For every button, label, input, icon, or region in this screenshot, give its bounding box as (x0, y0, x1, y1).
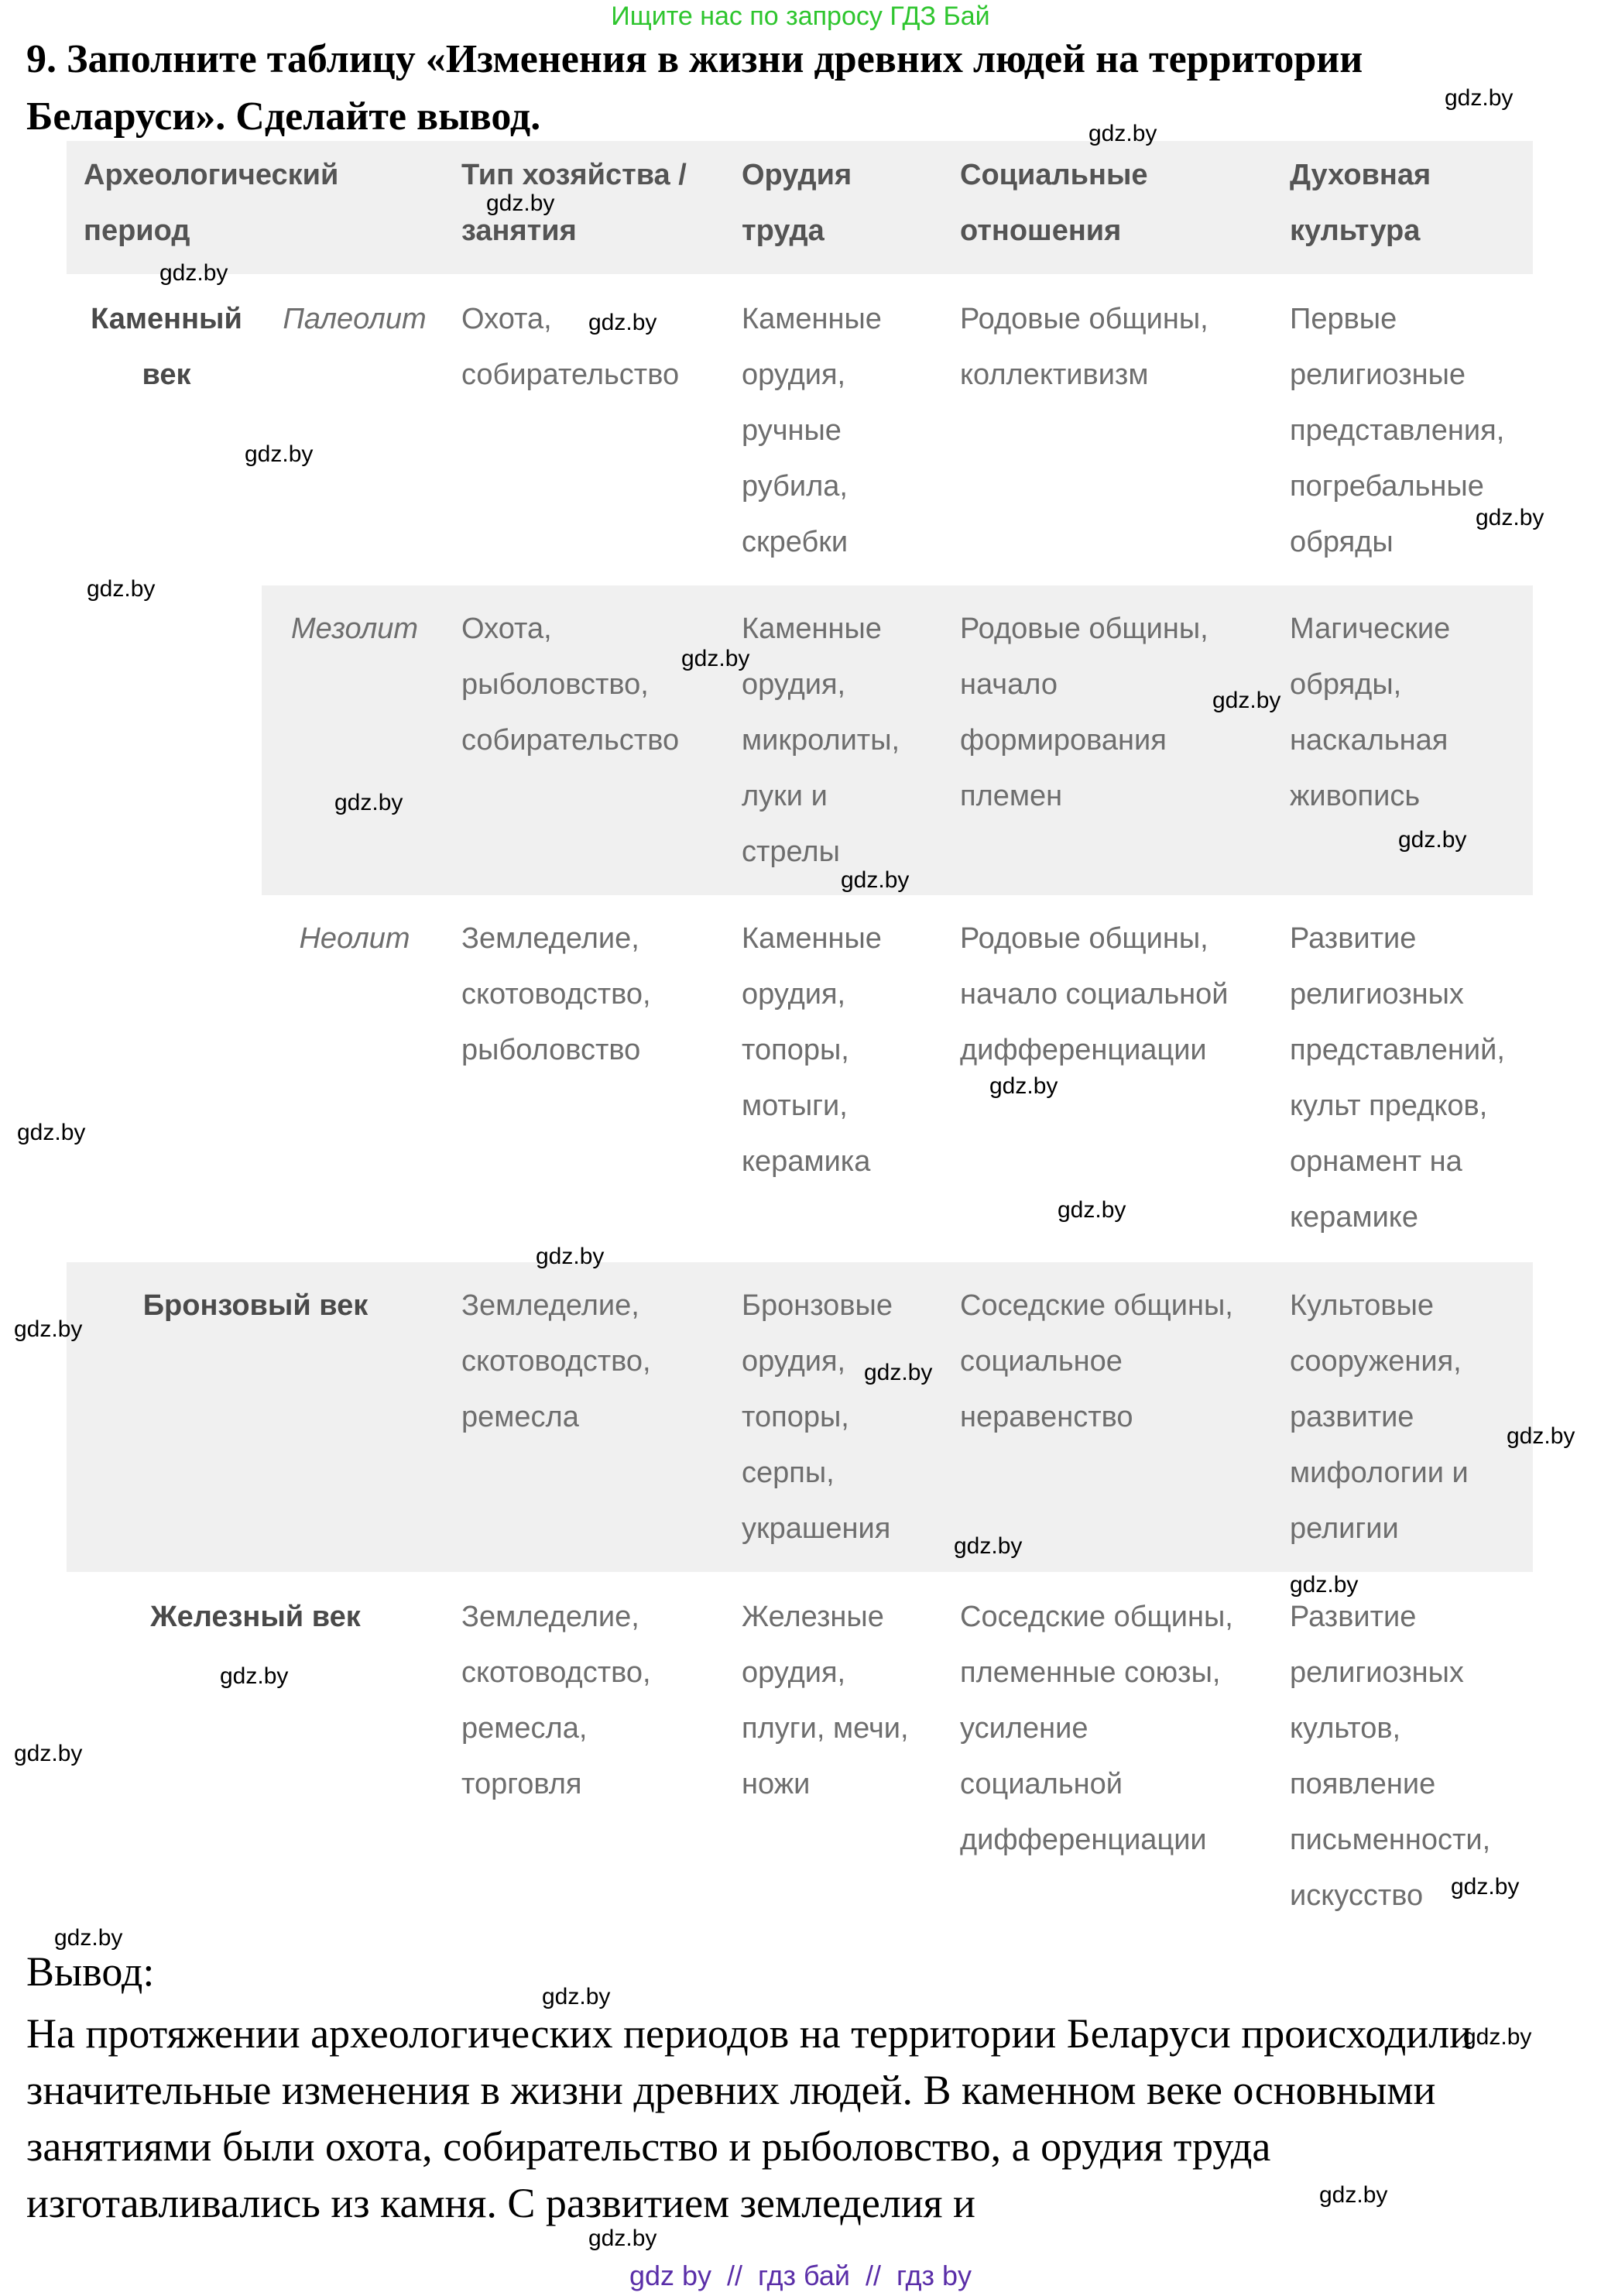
watermark: gdz.by (245, 441, 314, 467)
header-tools: Орудия труда (742, 159, 852, 247)
watermark: gdz.by (334, 790, 403, 815)
watermark: gdz.by (1507, 1423, 1575, 1449)
watermark: gdz.by (1398, 827, 1467, 853)
watermark: gdz.by (542, 1984, 611, 2009)
header-economy: Тип хозяйства / занятия (461, 159, 687, 247)
watermark: gdz.by (14, 1741, 83, 1766)
watermark: gdz.by (1088, 121, 1157, 146)
paleolith-economy: Охота, собирательство (461, 303, 680, 391)
bronze-social: Соседские общины, социальное неравенство (960, 1289, 1233, 1433)
iron-tools: Железные орудия, плуги, мечи, ножи (742, 1601, 909, 1800)
neolith-tools: Каменные орудия, топоры, мотыги, керамика (742, 922, 882, 1178)
watermark: gdz.by (1451, 1874, 1520, 1900)
conclusion-text: На протяжении археологических периодов на территории Беларуси происходили значительные изменения в жизни древних людей. В каменном веке основными занятиями были охота, собирательство и рыболовство, а орудия труда изготавливались из камня. С развитием земледелия и (26, 2010, 1472, 2226)
paleolith-tools: Каменные орудия, ручные рубила, скребки (742, 303, 882, 558)
watermark: gdz.by (14, 1316, 83, 1342)
neolith-culture: Развитие религиозных представлений, культ предков, орнамент на керамике (1290, 922, 1505, 1234)
header-period: Археологический период (84, 159, 339, 247)
watermark: gdz.by (159, 260, 228, 286)
conclusion-title: Вывод: (26, 1948, 155, 1995)
watermark: gdz.by (841, 867, 910, 893)
bronze-culture: Культовые сооружения, развитие мифологии и религии (1290, 1289, 1469, 1545)
task-heading-line-2: Беларуси». Сделайте вывод. (26, 94, 541, 139)
watermark: gdz.by (1319, 2182, 1388, 2208)
watermark: gdz.by (17, 1120, 86, 1145)
watermark: gdz.by (1476, 505, 1544, 530)
watermark: gdz.by (486, 190, 555, 216)
watermark: gdz.by (588, 310, 657, 335)
mesolith-tools: Каменные орудия, микролиты, луки и стрелы (742, 613, 900, 868)
neolith-label: Неолит (299, 922, 410, 955)
watermark: gdz.by (1058, 1197, 1126, 1223)
watermark: gdz.by (954, 1533, 1023, 1559)
watermark: gdz.by (588, 2226, 657, 2251)
mesolith-culture: Магические обряды, наскальная живопись (1290, 613, 1451, 812)
header-culture: Духовная культура (1290, 159, 1431, 247)
header-social: Социальные отношения (960, 159, 1148, 247)
watermark: gdz.by (864, 1360, 933, 1385)
mesolith-social: Родовые общины, начало формирования племен (960, 613, 1208, 812)
watermark: gdz.by (1445, 85, 1514, 111)
watermark: gdz.by (989, 1073, 1058, 1099)
neolith-social: Родовые общины, начало социальной дифференциации (960, 922, 1229, 1066)
watermark: gdz.by (220, 1663, 289, 1689)
search-banner: Ищите нас по запросу ГДЗ Бай (611, 2, 990, 31)
watermark: gdz.by (1212, 688, 1281, 713)
watermark: gdz.by (54, 1925, 123, 1951)
watermark: gdz.by (1290, 1572, 1359, 1598)
stone-age-label: Каменный век (91, 303, 242, 391)
iron-social: Соседские общины, племенные союзы, усиление социальной дифференциации (960, 1601, 1233, 1856)
paleolith-label: Палеолит (283, 303, 427, 335)
iron-culture: Развитие религиозных культов, появление письменности, искусство (1290, 1601, 1491, 1912)
watermark: gdz.by (87, 576, 156, 602)
bronze-age-label: Бронзовый век (142, 1289, 369, 1322)
neolith-economy: Земледелие, скотоводство, рыболовство (461, 922, 651, 1066)
footer-links: gdz by // гдз бай // гдз by (629, 2260, 972, 2291)
task-heading (26, 31, 1544, 146)
watermark: gdz.by (1463, 2024, 1532, 2050)
mesolith-label: Мезолит (290, 613, 419, 645)
mesolith-economy: Охота, рыболовство, собирательство (461, 613, 680, 757)
task-heading-line-1: 9. Заполните таблицу «Изменения в жизни древних людей на территории (26, 37, 1363, 81)
paleolith-culture: Первые религиозные представления, погребальные обряды (1290, 303, 1505, 558)
bronze-tools: Бронзовые орудия, топоры, серпы, украшения (742, 1289, 893, 1545)
iron-economy: Земледелие, скотоводство, ремесла, торговля (461, 1601, 651, 1800)
iron-age-label: Железный век (150, 1601, 361, 1633)
bronze-economy: Земледелие, скотоводство, ремесла (461, 1289, 651, 1433)
paleolith-social: Родовые общины, коллективизм (960, 303, 1208, 391)
watermark: gdz.by (681, 646, 750, 671)
watermark: gdz.by (536, 1244, 605, 1269)
